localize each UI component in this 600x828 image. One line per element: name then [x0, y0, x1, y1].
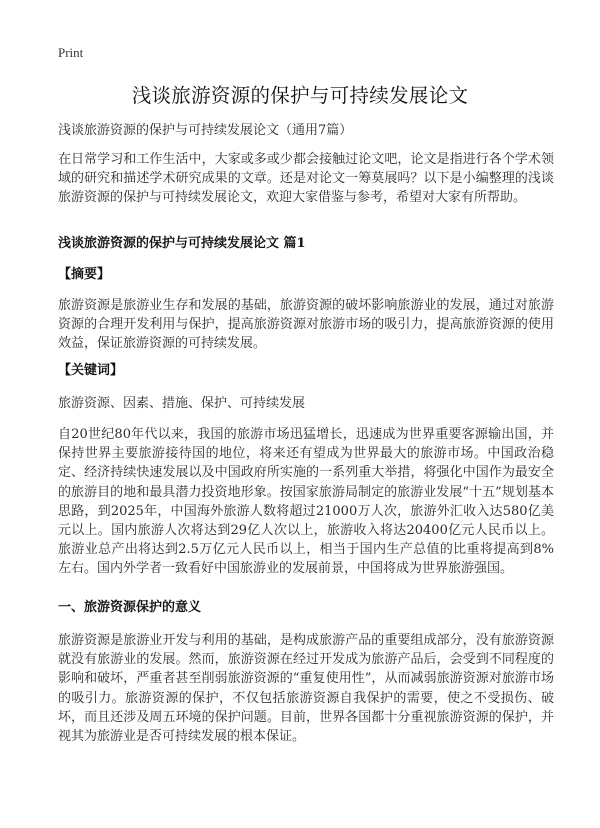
keywords-heading: 【关键词】	[58, 363, 124, 378]
section-heading: 一、旅游资源保护的意义	[58, 600, 202, 615]
section-paragraph: 旅游资源是旅游业开发与利用的基础，是构成旅游产品的重要组成部分，没有旅游资源就没有旅游业的发展。然而，旅游资源在经过开发成为旅游产品后，会受到不同程度的影响和破坏，严重者甚至削弱旅游资源的“重复使用性”，从而减弱旅游资源对旅游市场的吸引力。旅游资源的保护，不仅包括旅游资源自我保护的需要，使之不受损伤、破坏，而且还涉及周五环境的保护问题。目前，世界各国都十分重视旅游资源的保护，并视其为旅游业是否可持续发展的根本保证。	[58, 633, 554, 745]
abstract-text: 旅游资源是旅游业生存和发展的基础，旅游资源的破坏影响旅游业的发展，通过对旅游资源的合理开发利用与保护，提高旅游资源对旅游市场的吸引力，提高旅游资源的使用效益，保证旅游资源的可持续发展。	[58, 298, 554, 352]
body-paragraph: 自20世纪80年代以来，我国的旅游市场迅猛增长，迅速成为世界重要客源输出国，并保持世界主要旅游接待国的地位，将来还有望成为世界最大的旅游市场。中国政治稳定、经济持续快速发展以及中国政府所实施的一系列重大举措，将强化中国作为最安全的旅游目的地和最具潜力投资地形象。按国家旅游局制定的旅游业发展“十五”规划基本思路，到2025年，中国海外旅游人数将超过21000万人次，旅游外汇收入达580亿美元以上。国内旅游人次将达到29亿人次以上，旅游收入将达20400亿元人民币以上。旅游业总产出将达到2.5万亿元人民币以上，相当于国内生产总值的比重将提高到8%左右。国内外学者一致看好中国旅游业的发展前景，中国将成为世界旅游强国。	[58, 427, 554, 577]
subtitle: 浅谈旅游资源的保护与可持续发展论文（通用7篇）	[58, 123, 353, 138]
page-title: 浅谈旅游资源的保护与可持续发展论文	[131, 84, 469, 107]
keywords-text: 旅游资源、因素、措施、保护、可持续发展	[58, 396, 306, 411]
article-heading: 浅谈旅游资源的保护与可持续发展论文 篇1	[58, 236, 306, 251]
intro-paragraph: 在日常学习和工作生活中，大家或多或少都会接触过论文吧，论文是指进行各个学术领域的研究和描述学术研究成果的文章。还是对论文一筹莫展吗？以下是小编整理的浅谈旅游资源的保护与可持续发展论文，欢迎大家借鉴与参考，希望对大家有所帮助。	[58, 152, 554, 206]
print-link[interactable]: Print	[58, 45, 84, 60]
abstract-heading: 【摘要】	[58, 267, 111, 282]
